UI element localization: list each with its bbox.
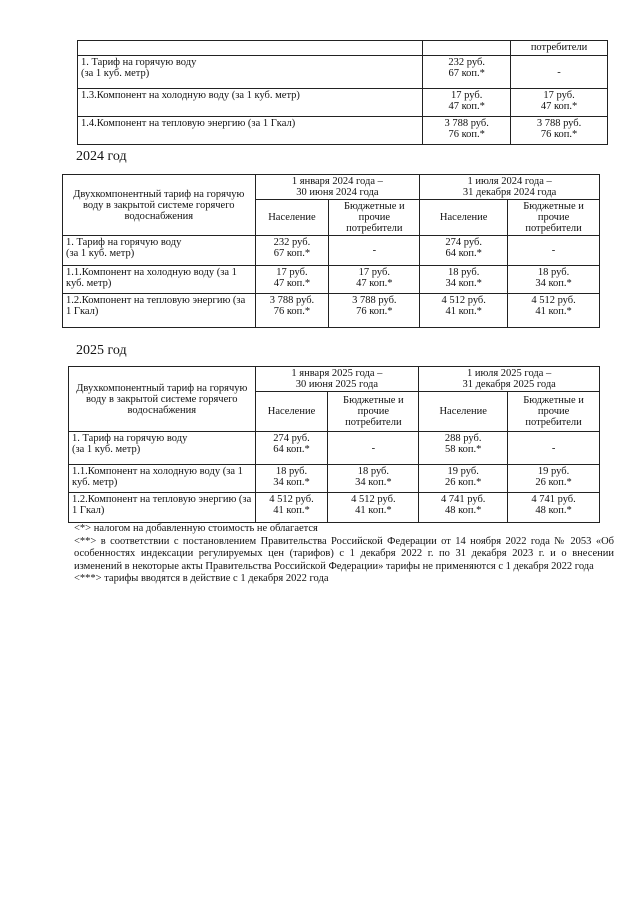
column-header-population: Население bbox=[255, 200, 329, 236]
column-header-budget: Бюджетные и прочие потребители bbox=[508, 200, 600, 236]
column-header-budget: Бюджетные и прочие потребители bbox=[328, 392, 419, 432]
tariff-value: 288 руб. 58 коп.* bbox=[419, 432, 508, 465]
tariff-value: 18 руб. 34 коп.* bbox=[255, 465, 328, 493]
tariff-value: 274 руб. 64 коп.* bbox=[420, 236, 508, 266]
tariff-value: - bbox=[508, 236, 600, 266]
tariff-value: 232 руб. 67 коп.* bbox=[255, 236, 329, 266]
tariff-value: 232 руб. 67 коп.* bbox=[423, 56, 511, 89]
tariff-value: - bbox=[511, 56, 608, 89]
tariff-value: - bbox=[329, 236, 420, 266]
tariff-value: 19 руб. 26 коп.* bbox=[508, 465, 600, 493]
period-header-1: 1 января 2024 года – 30 июня 2024 года bbox=[255, 175, 420, 200]
tariff-value: 3 788 руб. 76 коп.* bbox=[255, 294, 329, 328]
tariff-value: 18 руб. 34 коп.* bbox=[328, 465, 419, 493]
tariff-value: 4 741 руб. 48 коп.* bbox=[419, 493, 508, 523]
row-label: 1.3.Компонент на холодную воду (за 1 куб. метр) bbox=[78, 89, 423, 117]
row-label: 1. Тариф на горячую воду (за 1 куб. метр) bbox=[69, 432, 256, 465]
tariff-value: 4 512 руб. 41 коп.* bbox=[508, 294, 600, 328]
table-cell bbox=[78, 41, 423, 56]
column-header-population: Население bbox=[420, 200, 508, 236]
row-label: 1.4.Компонент на тепловую энергию (за 1 Гкал) bbox=[78, 117, 423, 145]
row-label: 1.2.Компонент на тепловую энергию (за 1 Гкал) bbox=[63, 294, 256, 328]
footnote: <***> тарифы вводятся в действие с 1 декабря 2022 года bbox=[74, 573, 329, 584]
tariff-value: - bbox=[328, 432, 419, 465]
table-cell bbox=[423, 41, 511, 56]
tariff-table-continued bbox=[77, 40, 608, 145]
tariff-value: 3 788 руб. 76 коп.* bbox=[511, 117, 608, 145]
column-header-budget: Бюджетные и прочие потребители bbox=[329, 200, 420, 236]
tariff-value: 17 руб. 47 коп.* bbox=[423, 89, 511, 117]
tariff-value: 3 788 руб. 76 коп.* bbox=[329, 294, 420, 328]
tariff-value: 17 руб. 47 коп.* bbox=[511, 89, 608, 117]
column-header-population: Население bbox=[419, 392, 508, 432]
tariff-table-2024 bbox=[62, 174, 600, 328]
footnote: <*> налогом на добавленную стоимость не облагается bbox=[74, 523, 318, 534]
tariff-value: 17 руб. 47 коп.* bbox=[329, 266, 420, 294]
tariff-value: 4 512 руб. 41 коп.* bbox=[255, 493, 328, 523]
tariff-value: 4 512 руб. 41 коп.* bbox=[328, 493, 419, 523]
tariff-value: 19 руб. 26 коп.* bbox=[419, 465, 508, 493]
column-header-population: Население bbox=[255, 392, 328, 432]
footnotes bbox=[74, 523, 614, 586]
row-label: 1.1.Компонент на холодную воду (за 1 куб. метр) bbox=[63, 266, 256, 294]
row-label: 1. Тариф на горячую воду (за 1 куб. метр) bbox=[78, 56, 423, 89]
column-header-budget: Бюджетные и прочие потребители bbox=[508, 392, 600, 432]
year-heading-2025: 2025 год bbox=[76, 343, 127, 358]
tariff-value: 3 788 руб. 76 коп.* bbox=[423, 117, 511, 145]
tariff-table-2025 bbox=[68, 366, 600, 523]
tariff-value: 17 руб. 47 коп.* bbox=[255, 266, 329, 294]
tariff-value: 4 512 руб. 41 коп.* bbox=[420, 294, 508, 328]
row-label: 1.1.Компонент на холодную воду (за 1 куб. метр) bbox=[69, 465, 256, 493]
year-heading-2024: 2024 год bbox=[76, 149, 127, 164]
tariff-value: 274 руб. 64 коп.* bbox=[255, 432, 328, 465]
row-label: 1.2.Компонент на тепловую энергию (за 1 Гкал) bbox=[69, 493, 256, 523]
tariff-value: - bbox=[508, 432, 600, 465]
period-header-1: 1 января 2025 года – 30 июня 2025 года bbox=[255, 367, 419, 392]
period-header-2: 1 июля 2024 года – 31 декабря 2024 года bbox=[420, 175, 600, 200]
corner-header: Двухкомпонентный тариф на горячую воду в закрытой системе горячего водоснабжения bbox=[63, 175, 256, 236]
period-header-2: 1 июля 2025 года – 31 декабря 2025 года bbox=[419, 367, 600, 392]
tariff-value: 4 741 руб. 48 коп.* bbox=[508, 493, 600, 523]
column-header-budget: потребители bbox=[511, 41, 608, 56]
footnote: <**> в соответствии с постановлением Правительства Российской Федерации от 14 ноября 2022 года № 2053 «Об особенностях индексации регулируемых цен (тарифов) с 1 декабря 2022 г. по 31 декабря 2023 г. и о внесении изменений в некоторые акты Правительства Российской Федерации» тарифы не применяются с 1 декабря 2022 года bbox=[74, 535, 614, 572]
tariff-value: 18 руб. 34 коп.* bbox=[508, 266, 600, 294]
corner-header: Двухкомпонентный тариф на горячую воду в закрытой системе горячего водоснабжения bbox=[69, 367, 256, 432]
row-label: 1. Тариф на горячую воду (за 1 куб. метр) bbox=[63, 236, 256, 266]
tariff-value: 18 руб. 34 коп.* bbox=[420, 266, 508, 294]
